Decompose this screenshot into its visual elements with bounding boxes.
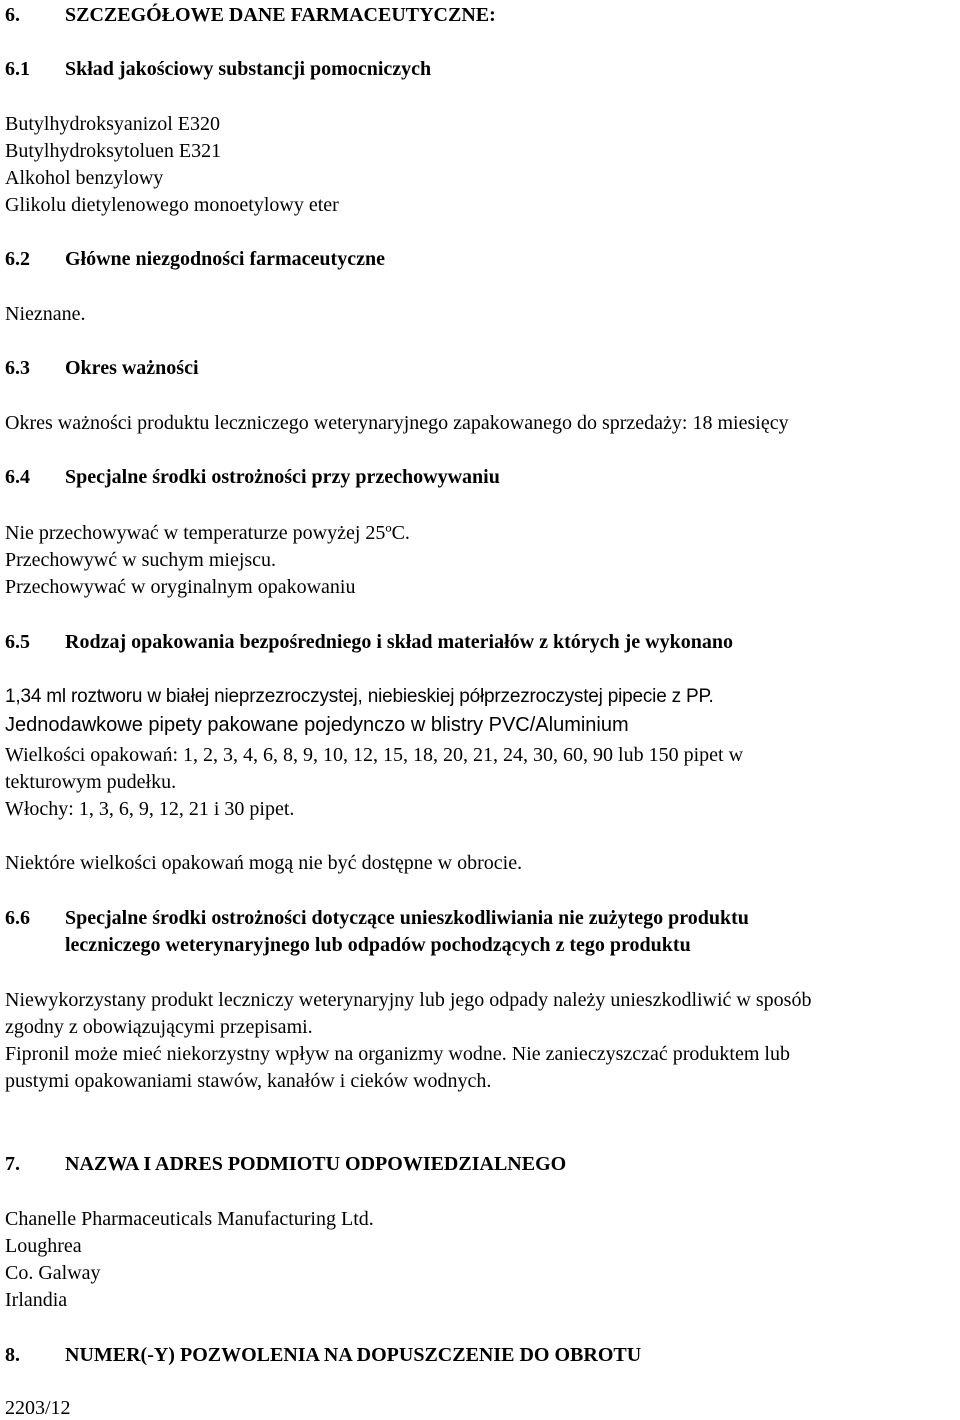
excipient-item: Glikolu dietylenowego monoetylowy eter — [5, 194, 339, 216]
pack-sizes-line: Wielkości opakowań: 1, 2, 3, 4, 6, 8, 9, 10, 12, 15, 18, 20, 21, 24, 30, 60, 90 lub 150 pipet w — [5, 744, 744, 766]
section-8-heading — [5, 1343, 641, 1367]
section-7-heading — [5, 1152, 566, 1176]
section-number: 7. — [5, 1153, 20, 1175]
section-6-6-heading-cont: leczniczego weterynaryjnego lub odpadów pochodzących z tego produktu — [65, 934, 691, 956]
section-title: Rodzaj opakowania bezpośredniego i skład materiałów z których je wykonano — [65, 631, 733, 653]
address-line: Loughrea — [5, 1235, 82, 1257]
section-title: Okres ważności — [65, 357, 199, 379]
section-number: 6.6 — [5, 907, 30, 929]
disposal-line: Niewykorzystany produkt leczniczy weterynaryjny lub jego odpady należy unieszkodliwić w sposób — [5, 989, 812, 1011]
section-title: Skład jakościowy substancji pomocniczych — [65, 58, 432, 80]
section-number: 6.2 — [5, 248, 30, 270]
section-number: 6.1 — [5, 58, 30, 80]
section-number: 6.3 — [5, 357, 30, 379]
packaging-line: Jednodawkowe pipety pakowane pojedynczo w blistry PVC/Aluminium — [5, 714, 629, 736]
storage-line: Przechowywać w oryginalnym opakowaniu — [5, 576, 356, 598]
excipient-item: Alkohol benzylowy — [5, 167, 164, 189]
section-number: 6.4 — [5, 466, 30, 488]
section-title: SZCZEGÓŁOWE DANE FARMACEUTYCZNE: — [65, 4, 496, 26]
section-title: Specjalne środki ostrożności przy przechowywaniu — [65, 466, 500, 488]
section-6-heading — [5, 3, 496, 27]
section-6-2-heading — [5, 247, 385, 271]
shelf-life-text: Okres ważności produktu leczniczego weterynaryjnego zapakowanego do sprzedaży: 18 miesięcy — [5, 412, 789, 434]
section-6-4-heading — [5, 465, 500, 489]
address-line: Co. Galway — [5, 1262, 101, 1284]
authorisation-number: 2203/12 — [5, 1397, 71, 1419]
excipient-item: Butylhydroksytoluen E321 — [5, 140, 222, 162]
disposal-line: zgodny z obowiązującymi przepisami. — [5, 1016, 313, 1038]
address-line: Chanelle Pharmaceuticals Manufacturing Ltd. — [5, 1208, 374, 1230]
section-title: Główne niezgodności farmaceutyczne — [65, 248, 385, 270]
disposal-line: pustymi opakowaniami stawów, kanałów i cieków wodnych. — [5, 1070, 492, 1092]
section-title: NUMER(-Y) POZWOLENIA NA DOPUSZCZENIE DO OBROTU — [65, 1344, 642, 1366]
section-number: 8. — [5, 1344, 20, 1366]
pack-sizes-line: tekturowym pudełku. — [5, 771, 177, 793]
section-6-1-heading — [5, 57, 431, 81]
section-title: Specjalne środki ostrożności dotyczące unieszkodliwiania nie zużytego produktu — [65, 907, 749, 929]
italy-pack-sizes: Włochy: 1, 3, 6, 9, 12, 21 i 30 pipet. — [5, 798, 295, 820]
section-number: 6.5 — [5, 631, 30, 653]
excipient-item: Butylhydroksyanizol E320 — [5, 113, 220, 135]
storage-line: Przechowywć w suchym miejscu. — [5, 549, 277, 571]
section-6-3-heading — [5, 356, 199, 380]
availability-note: Niektóre wielkości opakowań mogą nie być dostępne w obrocie. — [5, 852, 523, 874]
section-6-5-heading — [5, 630, 733, 654]
packaging-line: 1,34 ml roztworu w białej nieprzezroczystej, niebieskiej półprzezroczystej pipecie z PP. — [5, 686, 714, 707]
incompatibilities-text: Nieznane. — [5, 303, 86, 325]
disposal-line: Fipronil może mieć niekorzystny wpływ na organizmy wodne. Nie zanieczyszczać produktem lub — [5, 1043, 790, 1065]
storage-line: Nie przechowywać w temperaturze powyżej 25ºC. — [5, 522, 410, 544]
address-line: Irlandia — [5, 1289, 68, 1311]
section-6-6-heading — [5, 906, 749, 930]
section-title: NAZWA I ADRES PODMIOTU ODPOWIEDZIALNEGO — [65, 1153, 567, 1175]
section-number: 6. — [5, 4, 20, 26]
